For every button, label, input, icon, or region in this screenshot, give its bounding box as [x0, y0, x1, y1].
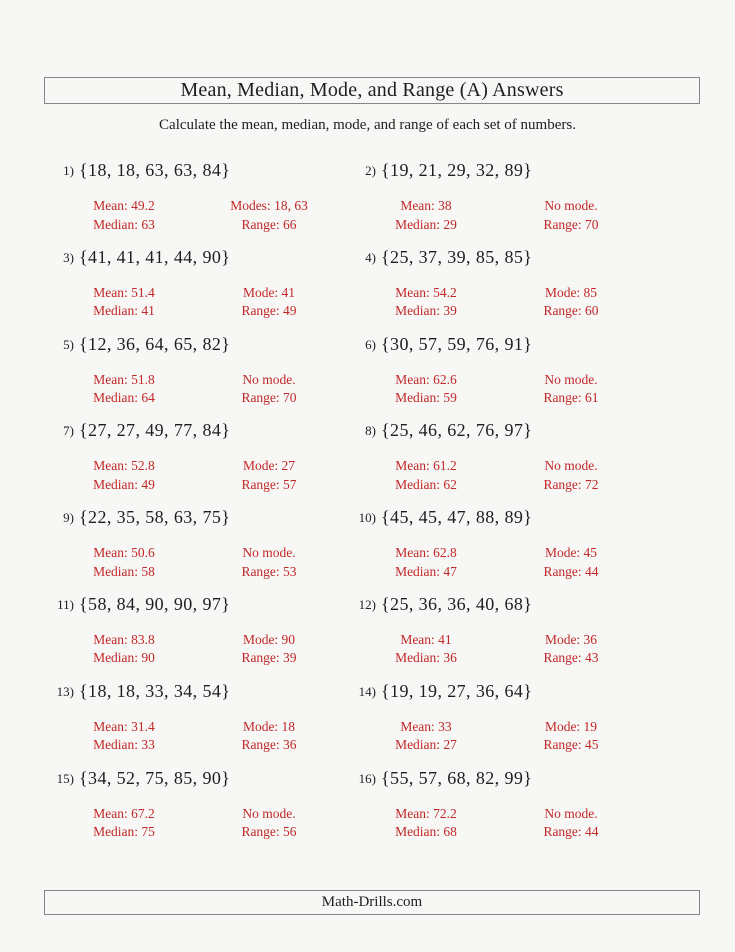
answer-column-right: [500, 457, 642, 494]
title-box: [44, 77, 700, 104]
mode-answer: Mode: 19: [544, 718, 598, 734]
mean-answer: Mean: 49.2: [93, 198, 155, 213]
answer-column-left: [60, 371, 188, 408]
mode-answer: Mode: 36: [544, 631, 598, 647]
problem-statement: [48, 593, 346, 617]
answer-column-left: [60, 284, 188, 321]
median-answer: Median: 75: [93, 824, 155, 840]
problem-block: [48, 591, 346, 678]
problem-number: 13): [56, 683, 74, 699]
problem-statement: [48, 767, 346, 791]
median-answer: Median: 27: [395, 737, 457, 753]
answer-group: [350, 371, 648, 408]
mode-answer: Mode: 27: [242, 458, 296, 474]
problem-number: 14): [358, 683, 376, 699]
range-answer: Range: 43: [543, 650, 599, 666]
number-set: {30, 57, 59, 76, 91}: [381, 333, 533, 354]
answer-group: [48, 457, 346, 494]
median-answer: Median: 59: [395, 390, 457, 406]
instructions-text: Calculate the mean, median, mode, and range of each set of numbers.: [159, 117, 576, 133]
problem-block: [48, 244, 346, 331]
median-answer: Median: 64: [93, 390, 155, 406]
answer-column-right: [198, 631, 340, 668]
range-answer: Range: 61: [543, 390, 599, 406]
range-answer: Range: 53: [241, 563, 297, 579]
problem-block: [350, 591, 648, 678]
range-answer: Range: 45: [543, 737, 599, 753]
problem-block: [350, 244, 648, 331]
median-answer: Median: 33: [93, 737, 155, 753]
answer-column-left: [60, 631, 188, 668]
range-answer: Range: 70: [543, 216, 599, 232]
answer-column-left: [60, 457, 188, 494]
mode-answer: No mode.: [544, 198, 598, 213]
range-answer: Range: 44: [543, 563, 599, 579]
answer-column-right: [500, 284, 642, 321]
problem-number: 11): [57, 596, 74, 612]
problem-number: 1): [63, 163, 74, 178]
problem-block: [350, 765, 648, 852]
problem-block: [350, 504, 648, 591]
mode-answer: Mode: 18: [242, 718, 296, 734]
problem-statement: [48, 419, 346, 443]
footer-brand: Math-Drills.com: [321, 894, 423, 910]
number-set: {45, 45, 47, 88, 89}: [381, 507, 533, 528]
mean-answer: Mean: 51.4: [93, 284, 155, 300]
number-set: {27, 27, 49, 77, 84}: [79, 420, 231, 441]
answer-column-left: [60, 544, 188, 581]
problem-statement: [48, 246, 346, 270]
answer-group: [48, 544, 346, 581]
footer-box: [44, 890, 700, 915]
mode-answer: No mode.: [544, 458, 598, 474]
range-answer: Range: 56: [241, 824, 297, 840]
answer-group: [48, 371, 346, 408]
answer-group: [48, 805, 346, 842]
answer-column-right: [198, 197, 340, 234]
problem-block: [350, 157, 648, 244]
mean-answer: Mean: 50.6: [93, 545, 155, 561]
problem-number: 15): [56, 770, 74, 786]
number-set: {41, 41, 41, 44, 90}: [79, 246, 231, 267]
problem-number: 12): [358, 596, 376, 612]
problem-statement: [350, 419, 648, 443]
problem-block: [350, 331, 648, 418]
problem-statement: [350, 593, 648, 617]
problem-number: 5): [63, 336, 74, 352]
number-set: {25, 37, 39, 85, 85}: [381, 246, 533, 267]
mode-answer: Mode: 90: [242, 631, 296, 647]
answer-group: [350, 631, 648, 668]
number-set: {55, 57, 68, 82, 99}: [381, 767, 533, 788]
mean-answer: Mean: 52.8: [93, 458, 155, 474]
answer-column-right: [198, 805, 340, 842]
median-answer: Median: 62: [395, 476, 457, 492]
number-set: {58, 84, 90, 90, 97}: [79, 593, 231, 614]
mean-answer: Mean: 38: [400, 198, 452, 213]
problem-number: 7): [63, 423, 74, 439]
answer-column-right: [500, 631, 642, 668]
mode-answer: No mode.: [544, 371, 598, 387]
number-set: {18, 18, 63, 63, 84}: [79, 160, 231, 180]
problem-number: 16): [358, 770, 376, 786]
answer-group: [350, 805, 648, 842]
answer-column-left: [60, 805, 188, 842]
mode-answer: Mode: 85: [544, 284, 598, 300]
problem-statement: [350, 767, 648, 791]
answer-group: [48, 197, 346, 234]
problem-number: 9): [63, 510, 74, 526]
answer-column-left: [60, 718, 188, 755]
number-set: {19, 21, 29, 32, 89}: [381, 160, 533, 180]
answer-column-right: [198, 457, 340, 494]
mode-answer: No mode.: [544, 805, 598, 821]
answer-column-left: [362, 371, 490, 408]
problem-block: [48, 678, 346, 765]
median-answer: Median: 49: [93, 476, 155, 492]
range-answer: Range: 49: [241, 303, 297, 319]
problem-statement: [48, 506, 346, 530]
problems-grid: [48, 157, 648, 851]
number-set: {22, 35, 58, 63, 75}: [79, 507, 231, 528]
answer-column-right: [500, 805, 642, 842]
range-answer: Range: 70: [241, 390, 297, 406]
answer-column-left: [362, 805, 490, 842]
answer-group: [48, 718, 346, 755]
problem-statement: [48, 333, 346, 357]
answer-column-left: [362, 284, 490, 321]
answer-column-right: [500, 197, 642, 234]
answer-group: [48, 631, 346, 668]
range-answer: Range: 36: [241, 737, 297, 753]
problem-number: 6): [365, 336, 376, 352]
mean-answer: Mean: 62.8: [395, 545, 457, 561]
problem-number: 10): [358, 510, 376, 526]
mean-answer: Mean: 33: [400, 718, 452, 734]
mode-answer: No mode.: [242, 371, 296, 387]
range-answer: Range: 44: [543, 824, 599, 840]
mean-answer: Mean: 51.8: [93, 371, 155, 387]
answer-column-right: [500, 371, 642, 408]
problem-statement: [350, 680, 648, 704]
problem-block: [48, 417, 346, 504]
number-set: {19, 19, 27, 36, 64}: [381, 680, 533, 701]
number-set: {12, 36, 64, 65, 82}: [79, 333, 231, 354]
answer-group: [48, 284, 346, 321]
problem-number: 4): [365, 249, 376, 265]
mean-answer: Mean: 61.2: [395, 458, 457, 474]
answer-column-right: [198, 371, 340, 408]
answer-group: [350, 544, 648, 581]
problem-number: 8): [365, 423, 376, 439]
answer-group: [350, 197, 648, 234]
problem-statement: [350, 246, 648, 270]
mean-answer: Mean: 72.2: [395, 805, 457, 821]
problem-block: [350, 678, 648, 765]
range-answer: Range: 57: [241, 476, 297, 492]
range-answer: Range: 39: [241, 650, 297, 666]
answer-column-left: [362, 197, 490, 234]
mode-answer: No mode.: [242, 805, 296, 821]
median-answer: Median: 63: [93, 216, 155, 232]
number-set: {25, 46, 62, 76, 97}: [381, 420, 533, 441]
answer-column-right: [198, 284, 340, 321]
answer-column-right: [500, 544, 642, 581]
mean-answer: Mean: 62.6: [395, 371, 457, 387]
answer-group: [350, 718, 648, 755]
mode-answer: Modes: 18, 63: [230, 198, 308, 213]
problem-statement: [48, 680, 346, 704]
answer-column-left: [362, 631, 490, 668]
problem-block: [48, 157, 346, 244]
answer-column-right: [500, 718, 642, 755]
number-set: {25, 36, 36, 40, 68}: [381, 593, 533, 614]
problem-number: 2): [365, 163, 376, 178]
mean-answer: Mean: 41: [400, 631, 452, 647]
problem-statement: [350, 506, 648, 530]
answer-column-right: [198, 718, 340, 755]
mode-answer: Mode: 41: [242, 284, 296, 300]
mode-answer: No mode.: [242, 545, 296, 561]
answer-column-left: [362, 718, 490, 755]
median-answer: Median: 68: [395, 824, 457, 840]
problem-statement: [350, 159, 648, 183]
problem-number: 3): [63, 249, 74, 265]
problem-block: [48, 331, 346, 418]
problem-statement: [350, 333, 648, 357]
median-answer: Median: 36: [395, 650, 457, 666]
range-answer: Range: 72: [543, 476, 599, 492]
answer-group: [350, 457, 648, 494]
problem-block: [350, 417, 648, 504]
number-set: {34, 52, 75, 85, 90}: [79, 767, 231, 788]
mode-answer: Mode: 45: [544, 545, 598, 561]
median-answer: Median: 41: [93, 303, 155, 319]
mean-answer: Mean: 54.2: [395, 284, 457, 300]
problem-statement: [48, 159, 346, 183]
median-answer: Median: 29: [395, 216, 457, 232]
answer-column-left: [362, 457, 490, 494]
problem-block: [48, 504, 346, 591]
problem-block: [48, 765, 346, 852]
answer-group: [350, 284, 648, 321]
answer-column-left: [60, 197, 188, 234]
median-answer: Median: 47: [395, 563, 457, 579]
median-answer: Median: 90: [93, 650, 155, 666]
answer-column-right: [198, 544, 340, 581]
range-answer: Range: 60: [543, 303, 599, 319]
answer-column-left: [362, 544, 490, 581]
median-answer: Median: 58: [93, 563, 155, 579]
median-answer: Median: 39: [395, 303, 457, 319]
number-set: {18, 18, 33, 34, 54}: [79, 680, 231, 701]
mean-answer: Mean: 67.2: [93, 805, 155, 821]
mean-answer: Mean: 31.4: [93, 718, 155, 734]
mean-answer: Mean: 83.8: [93, 631, 155, 647]
range-answer: Range: 66: [241, 216, 297, 232]
page-title: Mean, Median, Mode, and Range (A) Answers: [180, 79, 564, 101]
